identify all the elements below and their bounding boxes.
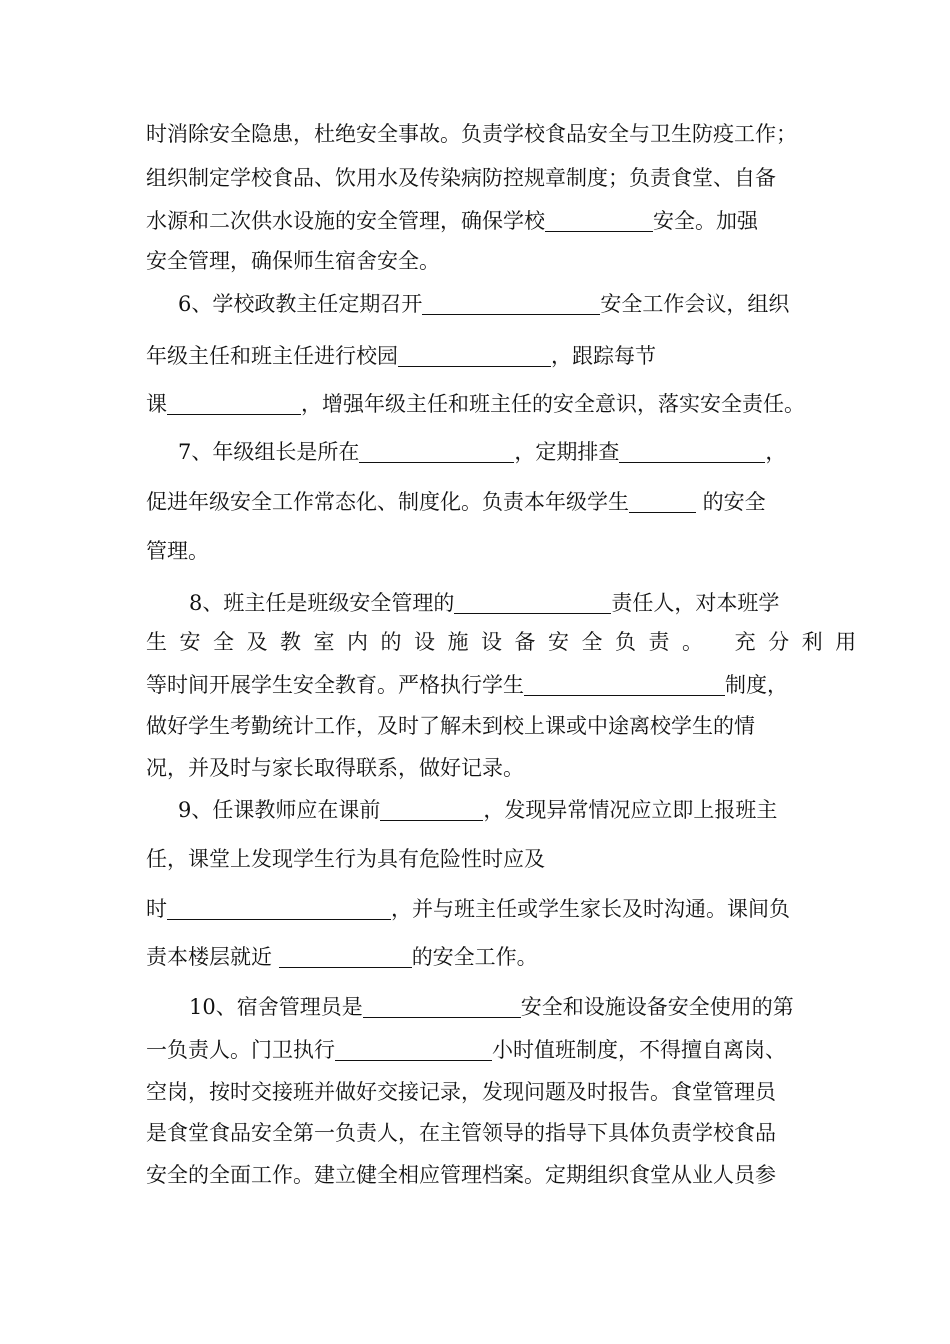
text-run: 管理。: [146, 539, 209, 563]
fill-blank[interactable]: [363, 995, 521, 1018]
text-line: [146, 753, 524, 783]
text-line: [189, 992, 794, 1022]
text-line: [146, 536, 209, 566]
text-run: 水源和二次供水设施的安全管理，确保学校: [146, 209, 545, 233]
text-line: [146, 119, 797, 149]
text-line: [146, 1160, 776, 1190]
text-line: [146, 487, 766, 517]
text-run: 安全。加强: [653, 209, 758, 233]
fill-blank[interactable]: [524, 673, 725, 696]
fill-blank[interactable]: [167, 392, 301, 415]
text-run: 的安全工作。: [411, 945, 538, 969]
text-line: [146, 1118, 776, 1148]
text-run: 空岗，按时交接班并做好交接记录，发现问题及时报告。食堂管理员: [146, 1080, 776, 1104]
text-run: 况，并及时与家长取得联系，做好记录。: [146, 756, 524, 780]
text-run: 安全管理，确保师生宿舍安全。: [146, 249, 440, 273]
fill-blank[interactable]: [629, 490, 696, 513]
text-line: [146, 1035, 786, 1065]
text-run: 课: [146, 392, 167, 416]
fill-blank[interactable]: [454, 591, 611, 614]
fill-blank[interactable]: [398, 344, 551, 367]
text-run: 9、任课教师应在课前: [178, 798, 381, 822]
text-run: ，并与班主任或学生家长及时沟通。课间负: [391, 897, 790, 921]
text-line: [146, 389, 805, 419]
text-run: 小时值班制度，不得擅自离岗、: [492, 1038, 786, 1062]
fill-blank[interactable]: [279, 945, 412, 968]
text-run: 促进年级安全工作常态化、制度化。负责本年级学生: [146, 490, 629, 514]
text-run: 责本楼层就近: [146, 945, 279, 969]
text-run: 任，课堂上发现学生行为具有危险性时应及: [146, 847, 545, 871]
text-run: ，增强年级主任和班主任的安全意识，落实安全责任。: [301, 392, 805, 416]
text-run: 生安全及教室内的设施设备安全负责。 充分利用: [146, 630, 869, 654]
text-line: [146, 341, 656, 371]
fill-blank[interactable]: [422, 292, 600, 315]
text-line: [189, 588, 779, 618]
text-run: 的安全: [696, 490, 766, 514]
text-run: 7、年级组长是所在: [178, 440, 360, 464]
text-run: 等时间开展学生安全教育。严格执行学生: [146, 673, 524, 697]
fill-blank[interactable]: [380, 798, 483, 821]
fill-blank[interactable]: [335, 1038, 492, 1061]
text-run: 做好学生考勤统计工作，及时了解未到校上课或中途离校学生的情: [146, 714, 755, 738]
text-line: [146, 163, 776, 193]
text-run: ，定期排查: [514, 440, 620, 464]
text-run: 安全的全面工作。建立健全相应管理档案。定期组织食堂从业人员参: [146, 1163, 776, 1187]
text-line: [146, 844, 545, 874]
text-run: 责任人，对本班学: [611, 591, 780, 615]
text-line: [178, 437, 786, 467]
text-run: 8、班主任是班级安全管理的: [189, 591, 455, 615]
fill-blank[interactable]: [359, 440, 514, 463]
text-run: 年级主任和班主任进行校园: [146, 344, 398, 368]
text-run: ，: [765, 440, 787, 464]
text-run: 安全工作会议，组织: [600, 292, 790, 316]
text-run: ，跟踪每节: [551, 344, 656, 368]
text-run: 10、宿舍管理员是: [189, 995, 363, 1019]
fill-blank[interactable]: [619, 440, 765, 463]
text-run: 时: [146, 897, 167, 921]
text-run: 是食堂食品安全第一负责人，在主管领导的指导下具体负责学校食品: [146, 1121, 776, 1145]
text-run: 组织制定学校食品、饮用水及传染病防控规章制度；负责食堂、自备: [146, 166, 776, 190]
text-run: 时消除安全隐患，杜绝安全事故。负责学校食品安全与卫生防疫工作；: [146, 122, 797, 146]
text-run: ，发现异常情况应立即上报班主: [483, 798, 778, 822]
text-run: 6、学校政教主任定期召开: [178, 292, 423, 316]
text-line: [146, 246, 440, 276]
text-run: 一负责人。门卫执行: [146, 1038, 335, 1062]
text-line: [146, 942, 538, 972]
text-line: [146, 670, 788, 700]
text-run: 安全和设施设备安全使用的第: [520, 995, 794, 1019]
text-line: [178, 795, 777, 825]
text-line: [146, 1077, 776, 1107]
fill-blank[interactable]: [545, 209, 653, 232]
text-line: [146, 627, 869, 657]
text-run: 制度，: [725, 673, 788, 697]
text-line: [146, 711, 755, 741]
text-line: [178, 289, 789, 319]
text-line: [146, 894, 790, 924]
fill-blank[interactable]: [167, 897, 391, 920]
text-line: [146, 206, 758, 236]
